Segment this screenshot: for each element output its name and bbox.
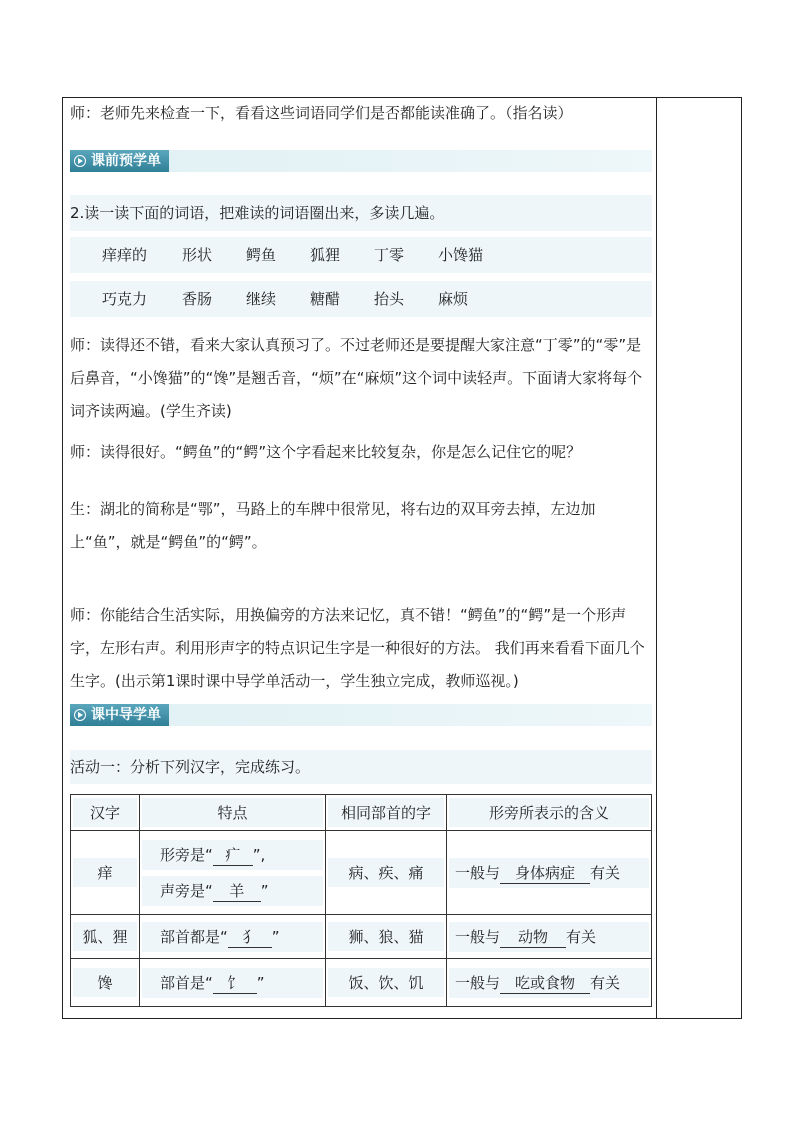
- word: 鳄鱼: [246, 246, 277, 264]
- feature-label: 声旁是“: [160, 881, 213, 900]
- word: 抬头: [374, 290, 405, 308]
- answer-blank: 吃或食物: [500, 972, 590, 994]
- meaning-label: 一般与: [455, 927, 501, 946]
- word: 丁零: [374, 246, 405, 264]
- feature-suffix: ”: [271, 927, 280, 946]
- table-row: [71, 915, 652, 959]
- section-title: 课前预学单: [91, 153, 161, 169]
- paragraph-4: 师：你能结合生活实际，用换偏旁的方法来记忆，真不错！“鳄鱼”的“鳄”是一个形声字，左形右声。利用形声字的特点识记生字是一种很好的方法。 我们再来看看下面几个生字。(出示第1课时课中导学单活动一，学生独立完成，教师巡视。): [70, 606, 645, 690]
- table-cell-same: 病、疾、痛: [328, 858, 444, 887]
- feature-suffix: ”: [260, 881, 269, 900]
- table-cell-same: 狮、狼、猫: [328, 922, 444, 951]
- play-circle-icon: [74, 155, 86, 167]
- intro-line: 师：老师先来检查一下，看看这些词语同学们是否都能读准确了。（指名读）: [70, 104, 573, 122]
- meaning-label: 一般与: [455, 973, 501, 992]
- answer-blank: 身体病症: [500, 862, 590, 884]
- word-row-2: [70, 281, 652, 317]
- word: 痒痒的: [102, 246, 148, 264]
- table-cell-same: 饭、饮、饥: [328, 968, 444, 997]
- answer-blank: 饣: [213, 972, 257, 994]
- word-row-1: [70, 237, 652, 273]
- feature-label: 部首都是“: [160, 927, 228, 946]
- table-cell-feature: [142, 922, 323, 952]
- table-cell-meaning: [449, 968, 649, 998]
- word: 麻烦: [438, 290, 469, 308]
- table-header: 相同部首的字: [328, 798, 444, 827]
- table-cell-feature: [142, 840, 323, 870]
- word: 香肠: [182, 290, 213, 308]
- word: 小馋猫: [438, 246, 484, 264]
- table-cell-feature: [142, 968, 323, 998]
- answer-blank: 疒: [213, 844, 253, 866]
- table-header: 汉字: [73, 798, 137, 827]
- play-circle-icon: [74, 709, 86, 721]
- activity1-text: 活动一：分析下列汉字，完成练习。: [70, 758, 311, 776]
- feature-label: 部首是“: [160, 973, 213, 992]
- table-cell-char: 痒: [73, 858, 137, 887]
- word: 继续: [246, 290, 277, 308]
- section-tag: [70, 704, 169, 726]
- meaning-label: 一般与: [455, 863, 501, 882]
- section-tag: [70, 150, 169, 172]
- word: 形状: [182, 246, 213, 264]
- task2-row: [70, 195, 652, 231]
- table-cell-char: 馋: [73, 968, 137, 997]
- table-row: [71, 959, 652, 1007]
- section-header-class: [70, 704, 652, 726]
- feature-suffix: ”,: [252, 845, 266, 864]
- table-header: 形旁所表示的含义: [449, 798, 649, 827]
- task2-text: 2.读一读下面的词语，把难读的词语圈出来，多读几遍。: [70, 204, 445, 222]
- paragraph-3: 生：湖北的简称是“鄂”，马路上的车牌中很常见，将右边的双耳旁去掉，左边加上“鱼”，就是“鳄鱼”的“鳄”。: [70, 500, 596, 551]
- table-cell-feature: [142, 876, 323, 906]
- answer-blank: 羊: [213, 880, 261, 902]
- table-cell-meaning: [449, 922, 649, 952]
- word: 糖醋: [310, 290, 341, 308]
- word: 巧克力: [102, 290, 148, 308]
- activity-table: [70, 794, 652, 1007]
- meaning-suffix: 有关: [566, 927, 597, 946]
- table-cell-meaning: [449, 858, 649, 888]
- feature-label: 形旁是“: [160, 845, 213, 864]
- word: 狐狸: [310, 246, 341, 264]
- section-title: 课中导学单: [91, 707, 161, 723]
- meaning-suffix: 有关: [590, 973, 621, 992]
- feature-suffix: ”: [256, 973, 265, 992]
- paragraph-2: 师：读得很好。“鳄鱼”的“鳄”这个字看起来比较复杂，你是怎么记住它的呢？: [70, 443, 582, 461]
- table-row: [71, 831, 652, 915]
- table-header-row: [71, 795, 652, 831]
- activity1-row: [70, 750, 652, 784]
- table-cell-char: 狐、狸: [73, 922, 137, 951]
- answer-blank: 犭: [228, 926, 272, 948]
- paragraph-1: 师：读得还不错，看来大家认真预习了。不过老师还是要提醒大家注意“丁零”的“零”是后鼻音，“小馋猫”的“馋”是翘舌音，“烦”在“麻烦”这个词中读轻声。下面请大家将每个词齐读两遍。(学生齐读): [70, 336, 643, 420]
- section-header-preview: [70, 150, 652, 172]
- answer-blank: 动物: [500, 926, 566, 948]
- column-divider: [656, 97, 657, 1019]
- meaning-suffix: 有关: [590, 863, 621, 882]
- table-header: 特点: [142, 798, 323, 827]
